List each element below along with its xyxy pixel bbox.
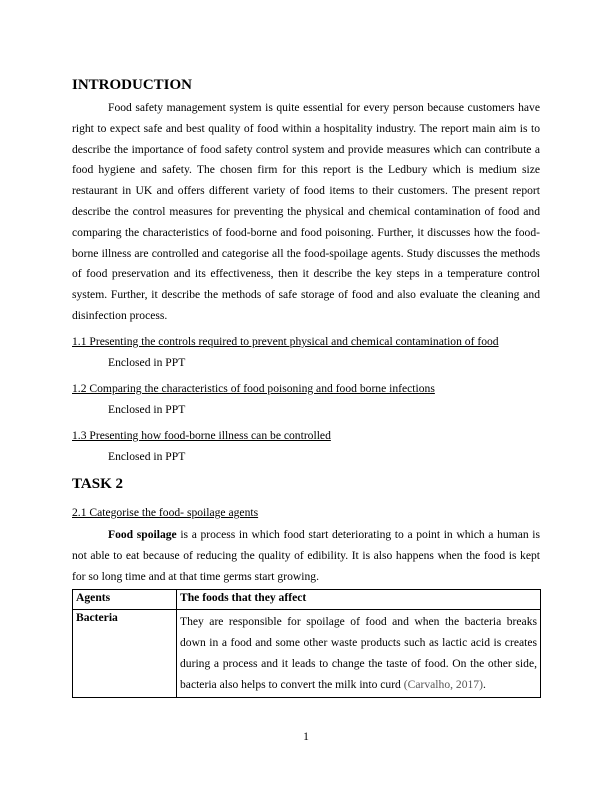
section-1-3-title: 1.3 Presenting how food-borne illness can be controlled [72,429,331,442]
agent-cell: Bacteria [73,610,177,698]
section-1-2-title: 1.2 Comparing the characteristics of food poisoning and food borne infections [72,382,435,395]
description-cell [177,610,541,698]
table-header-row [73,590,541,610]
section-1-3-note: Enclosed in PPT [108,450,186,463]
task-2-heading: TASK 2 [72,476,123,492]
section-2-1-title: 2.1 Categorise the food- spoilage agents [72,506,259,519]
food-spoilage-definition: is a process in which food start deteriorating to a point in which a human is not able to eat because of reducing the quality of edibility. It is also happens when the food is kept for so long time and at that time germs start growing. [72,528,540,583]
page-number: 1 [303,730,309,743]
section-1-1-title: 1.1 Presenting the controls required to prevent physical and chemical contamination of food [72,335,499,348]
food-spoilage-term: Food spoilage [108,528,177,541]
introduction-heading: INTRODUCTION [72,77,193,93]
spoilage-agents-table [72,589,541,698]
citation: (Carvalho, 2017) [403,678,483,691]
foods-column-header: The foods that they affect [177,590,541,610]
introduction-paragraph: Food safety management system is quite essential for every person because customers have right to expect safe and best quality of food within a hospitality industry. The report main aim is to describe the importance of food safety control system and provide measures which can contribute a food hygiene and safety. The chosen firm for this report is the Ledbury which is medium size restaurant in UK and offers different variety of food items to their customers. The present report describe the control measures for preventing the physical and chemical contamination of food and comparing the characteristics of food-borne and food poisoning. Further, it discusses how the food-borne illness are controlled and categorise all the food-spoilage agents. Study discusses the methods of food preservation and its effectiveness, then it describe the key steps in a temperature control system. Further, it describe the methods of safe storage of food and also evaluate the cleaning and disinfection process. [72,101,540,322]
description-end: . [482,678,486,691]
description-text: They are responsible for spoilage of food and when the bacteria breaks down in a food and some other waste products such as lactic acid is creates during a process and it leads to change the taste of food. On the other side, bacteria also helps to convert the milk into curd [180,615,537,691]
table-row [73,610,541,698]
section-1-2-note: Enclosed in PPT [108,403,186,416]
food-spoilage-paragraph [72,525,540,587]
agents-column-header: Agents [73,590,177,610]
section-1-1-note: Enclosed in PPT [108,356,186,369]
